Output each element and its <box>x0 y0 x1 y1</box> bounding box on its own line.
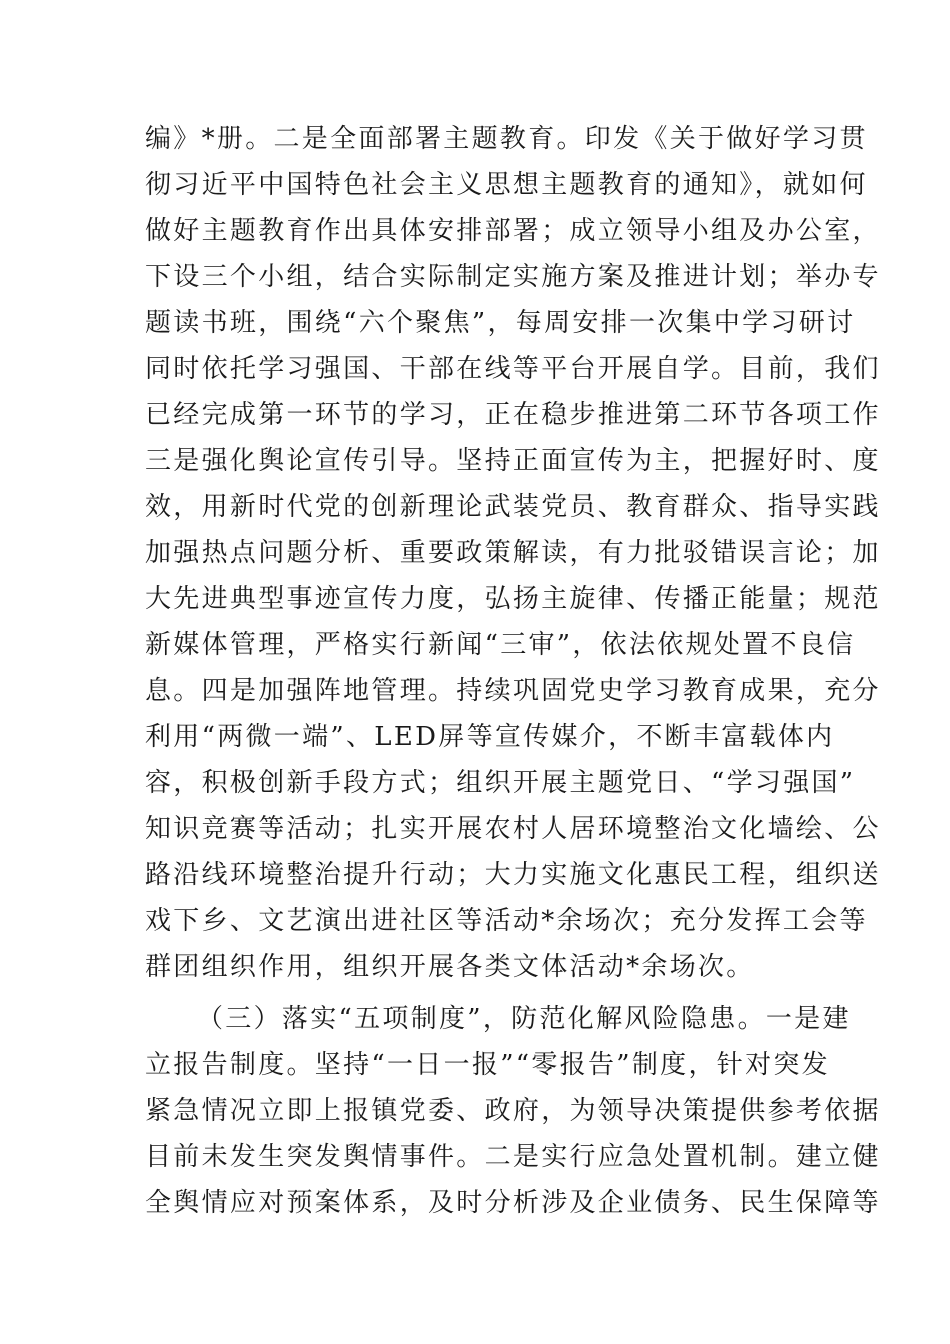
text-line: 三是强化舆论宣传引导。坚持正面宣传为主，把握好时、度 <box>145 446 881 476</box>
text-line: 加强热点问题分析、重要政策解读，有力批驳错误言论；加 <box>145 538 881 568</box>
text-line: 路沿线环境整治提升行动；大力实施文化惠民工程，组织送 <box>145 860 881 890</box>
text-line: 容，积极创新手段方式；组织开展主题党日、“学习强国” <box>145 768 856 798</box>
paragraph-propaganda-work <box>145 116 881 990</box>
text-line: 编》*册。二是全面部署主题教育。印发《关于做好学习贯 <box>145 124 868 154</box>
text-line: 彻习近平中国特色社会主义思想主题教育的通知》，就如何 <box>145 170 868 200</box>
text-line: 下设三个小组，结合实际制定实施方案及推进计划；举办专 <box>145 262 881 292</box>
paragraph-five-systems <box>145 996 881 1226</box>
text-line: 立报告制度。坚持“一日一报”“零报告”制度，针对突发 <box>145 1050 830 1080</box>
text-line: 知识竞赛等活动；扎实开展农村人居环境整治文化墙绘、公 <box>145 814 881 844</box>
text-line: 已经完成第一环节的学习，正在稳步推进第二环节各项工作 <box>145 400 881 430</box>
text-line: 做好主题教育作出具体安排部署；成立领导小组及办公室， <box>145 216 881 246</box>
text-line-first-indented: （三）落实“五项制度”，防范化解风险隐患。一是建 <box>197 1004 851 1034</box>
body-text <box>145 116 881 1226</box>
text-line: 戏下乡、文艺演出进社区等活动*余场次；充分发挥工会等 <box>145 906 868 936</box>
text-line: 新媒体管理，严格实行新闻“三审”，依法依规处置不良信 <box>145 630 856 660</box>
text-line: 紧急情况立即上报镇党委、政府，为领导决策提供参考依据 <box>145 1096 881 1126</box>
text-line: 息。四是加强阵地管理。持续巩固党史学习教育成果，充分 <box>145 676 881 706</box>
text-line: 大先进典型事迹宣传力度，弘扬主旋律、传播正能量；规范 <box>145 584 881 614</box>
text-line: 利用“两微一端”、LED屏等宣传媒介，不断丰富载体内 <box>145 722 835 752</box>
text-line: 全舆情应对预案体系，及时分析涉及企业债务、民生保障等 <box>145 1188 881 1218</box>
text-line: 同时依托学习强国、干部在线等平台开展自学。目前，我们 <box>145 354 881 384</box>
text-line: 目前未发生突发舆情事件。二是实行应急处置机制。建立健 <box>145 1142 881 1172</box>
text-line: 群团组织作用，组织开展各类文体活动*余场次。 <box>145 952 755 982</box>
text-line: 效，用新时代党的创新理论武装党员、教育群众、指导实践 <box>145 492 881 522</box>
text-line: 题读书班，围绕“六个聚焦”，每周安排一次集中学习研讨 <box>145 308 856 338</box>
